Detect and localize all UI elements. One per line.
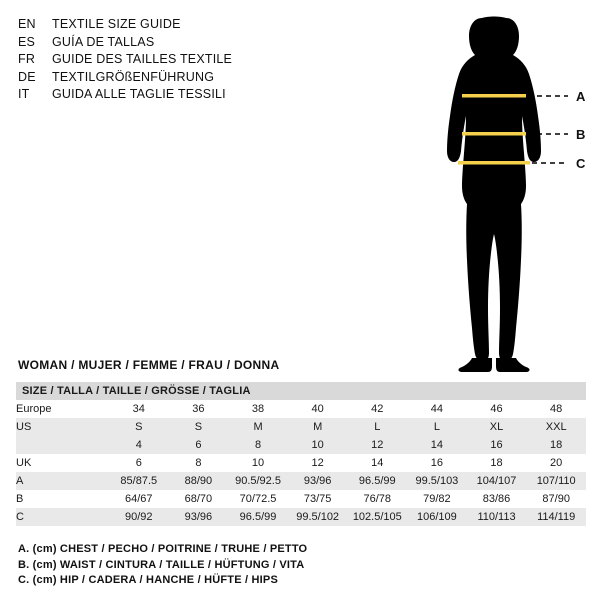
- row-label: B: [16, 490, 109, 508]
- language-row: [18, 16, 348, 34]
- row-cell: 16: [467, 436, 527, 454]
- row-cell: 99.5/102: [288, 508, 348, 526]
- table-header-label: SIZE / TALLA / TAILLE / GRÖSSE / TAGLIA: [16, 382, 586, 400]
- measure-label-a: A: [576, 89, 586, 104]
- table-row: [16, 436, 586, 454]
- row-cell: S: [169, 418, 229, 436]
- row-cell: 12: [347, 436, 407, 454]
- row-label: [16, 436, 109, 454]
- row-cell: 16: [407, 454, 467, 472]
- row-cell: 44: [407, 400, 467, 418]
- row-cell: M: [228, 418, 288, 436]
- table-row: [16, 454, 586, 472]
- row-cell: 36: [169, 400, 229, 418]
- row-cell: 38: [228, 400, 288, 418]
- language-title: GUIDA ALLE TAGLIE TESSILI: [52, 87, 226, 101]
- row-cell: 10: [288, 436, 348, 454]
- row-cell: 10: [228, 454, 288, 472]
- row-cell: 90/92: [109, 508, 169, 526]
- row-label: Europe: [16, 400, 109, 418]
- row-cell: 110/113: [467, 508, 527, 526]
- row-cell: 42: [347, 400, 407, 418]
- row-cell: 18: [526, 436, 586, 454]
- table-row: [16, 400, 586, 418]
- row-cell: 76/78: [347, 490, 407, 508]
- language-title: TEXTILE SIZE GUIDE: [52, 17, 181, 31]
- table-header-row: [16, 382, 586, 400]
- row-cell: 102.5/105: [347, 508, 407, 526]
- row-cell: 14: [407, 436, 467, 454]
- section-title-woman: WOMAN / MUJER / FEMME / FRAU / DONNA: [18, 358, 280, 372]
- row-label: A: [16, 472, 109, 490]
- row-cell: S: [109, 418, 169, 436]
- language-code: ES: [18, 34, 36, 49]
- row-cell: 99.5/103: [407, 472, 467, 490]
- row-cell: 96.5/99: [347, 472, 407, 490]
- language-code: FR: [18, 52, 36, 66]
- language-row: [18, 69, 348, 87]
- language-title: TEXTILGRÖßENFÜHRUNG: [52, 69, 215, 84]
- measure-label-c: C: [576, 156, 586, 171]
- measurement-legend: [18, 542, 578, 589]
- language-title: GUIDE DES TAILLES TEXTILE: [52, 52, 233, 66]
- female-silhouette-icon: [447, 17, 541, 373]
- row-cell: 48: [526, 400, 586, 418]
- language-code: DE: [18, 69, 36, 84]
- legend-item-b: B. (cm) WAIST / CINTURA / TAILLE / HÜFTUNG / VITA: [18, 558, 305, 571]
- row-cell: 114/119: [526, 508, 586, 526]
- row-cell: 46: [467, 400, 527, 418]
- row-cell: 8: [169, 454, 229, 472]
- language-row: [18, 86, 348, 104]
- language-row: [18, 51, 348, 69]
- table-row: [16, 508, 586, 526]
- language-row: [18, 34, 348, 52]
- row-cell: 96.5/99: [228, 508, 288, 526]
- measure-label-b: B: [576, 127, 586, 142]
- row-cell: L: [347, 418, 407, 436]
- row-cell: 8: [228, 436, 288, 454]
- row-cell: 107/110: [526, 472, 586, 490]
- size-table: [16, 382, 586, 526]
- row-cell: 40: [288, 400, 348, 418]
- row-cell: 93/96: [169, 508, 229, 526]
- row-cell: 93/96: [288, 472, 348, 490]
- chest-band: [462, 94, 526, 98]
- row-cell: 104/107: [467, 472, 527, 490]
- language-title: GUÍA DE TALLAS: [52, 34, 155, 49]
- size-table-wrapper: [16, 382, 586, 526]
- row-cell: 64/67: [109, 490, 169, 508]
- row-cell: 79/82: [407, 490, 467, 508]
- row-cell: L: [407, 418, 467, 436]
- row-cell: 88/90: [169, 472, 229, 490]
- waist-band: [462, 132, 526, 136]
- row-cell: 68/70: [169, 490, 229, 508]
- row-cell: 106/109: [407, 508, 467, 526]
- row-cell: 90.5/92.5: [228, 472, 288, 490]
- hip-band: [458, 161, 530, 165]
- table-row: [16, 418, 586, 436]
- body-figure: [400, 8, 600, 373]
- row-label: C: [16, 508, 109, 526]
- legend-item-c: C. (cm) HIP / CADERA / HANCHE / HÜFTE / HIPS: [18, 574, 278, 586]
- row-cell: 14: [347, 454, 407, 472]
- row-label: UK: [16, 454, 109, 472]
- row-cell: 87/90: [526, 490, 586, 508]
- row-cell: 4: [109, 436, 169, 454]
- language-code: EN: [18, 17, 36, 31]
- row-cell: 83/86: [467, 490, 527, 508]
- language-code: IT: [18, 87, 30, 101]
- legend-item-a: A. (cm) CHEST / PECHO / POITRINE / TRUHE / PETTO: [18, 543, 308, 555]
- row-cell: 6: [169, 436, 229, 454]
- row-label: US: [16, 418, 109, 436]
- row-cell: XXL: [526, 418, 586, 436]
- language-header-block: [18, 16, 348, 104]
- row-cell: 85/87.5: [109, 472, 169, 490]
- row-cell: 34: [109, 400, 169, 418]
- row-cell: 20: [526, 454, 586, 472]
- row-cell: 73/75: [288, 490, 348, 508]
- row-cell: 6: [109, 454, 169, 472]
- table-row: [16, 472, 586, 490]
- row-cell: 70/72.5: [228, 490, 288, 508]
- row-cell: XL: [467, 418, 527, 436]
- row-cell: M: [288, 418, 348, 436]
- row-cell: 18: [467, 454, 527, 472]
- row-cell: 12: [288, 454, 348, 472]
- table-row: [16, 490, 586, 508]
